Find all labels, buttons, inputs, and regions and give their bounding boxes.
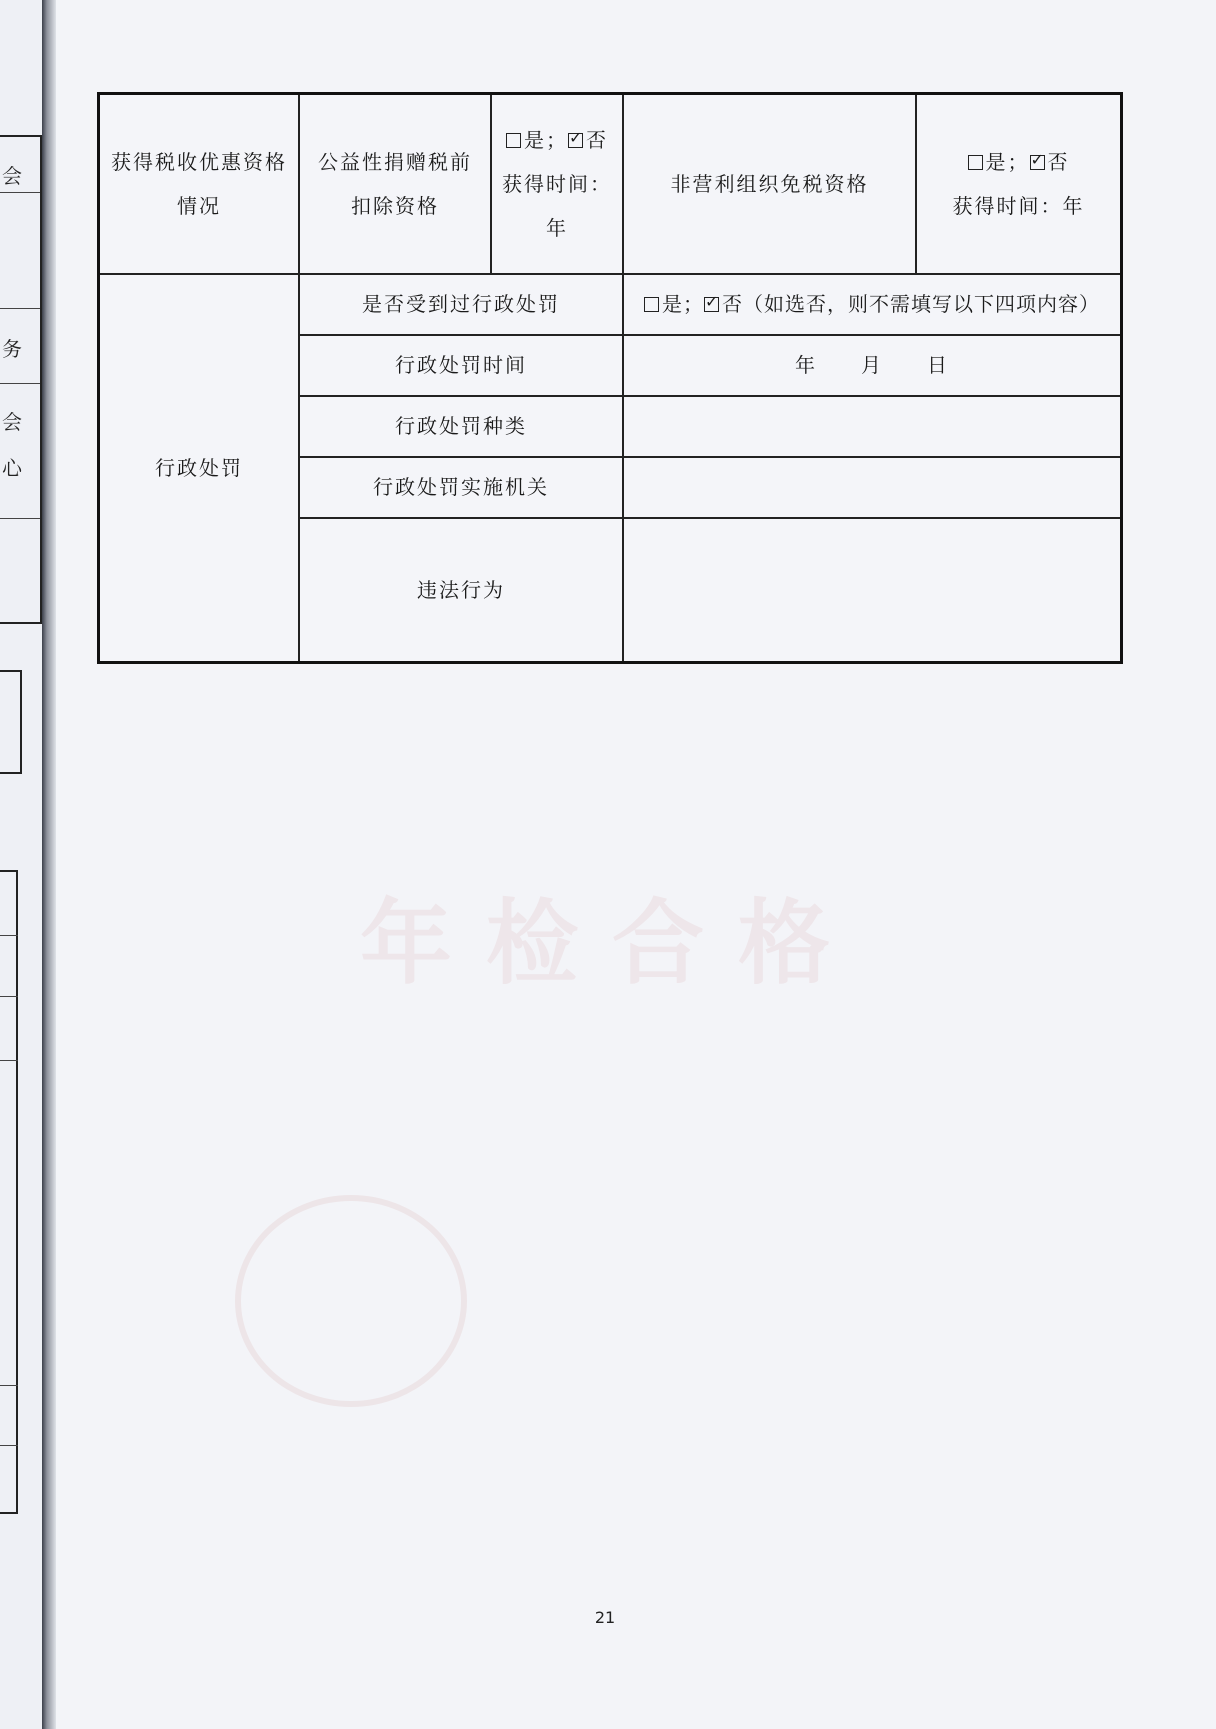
penalty-time-label: 行政处罚时间 — [395, 353, 527, 377]
no-checkbox-checked[interactable] — [1030, 155, 1045, 170]
penalty-type-value[interactable] — [624, 397, 1120, 456]
donation-time-label: 获得时间： — [502, 172, 612, 196]
penalty-time-value[interactable]: 年 月 日 — [795, 353, 949, 377]
previous-page-char: 务 — [2, 337, 22, 361]
yes-checkbox[interactable] — [644, 297, 659, 312]
donation-deduction-status: 是；✓ 否 获得时间： 年 — [492, 95, 622, 273]
donation-time-value: 年 — [546, 216, 568, 240]
penalty-received-status: 是； ✓ 否（如选否，则不需填写以下四项内容） — [624, 275, 1120, 334]
nonprofit-exemption-label: 非营利组织免税资格 — [670, 171, 869, 196]
yes-checkbox[interactable] — [968, 155, 983, 170]
no-checkbox-checked[interactable] — [568, 133, 583, 148]
previous-page-edge — [0, 0, 42, 1729]
form-table — [97, 92, 1123, 664]
page-binding-shadow — [42, 0, 56, 1729]
nonprofit-exemption-status: 是；✓ 否 获得时间：年 — [917, 95, 1120, 273]
yes-checkbox[interactable] — [506, 133, 521, 148]
previous-table-fragment-3 — [0, 870, 18, 1514]
illegal-act-label: 违法行为 — [417, 577, 505, 602]
tax-preference-heading: 获得税收优惠资格 情况 — [111, 150, 287, 218]
penalty-authority-label: 行政处罚实施机关 — [373, 475, 549, 499]
previous-page-char: 心 — [2, 456, 22, 480]
inspection-stamp-watermark: 年检合格 — [360, 889, 865, 997]
donation-deduction-label: 公益性捐赠税前 扣除资格 — [318, 150, 472, 218]
illegal-act-value[interactable] — [624, 519, 1120, 661]
no-checkbox-checked[interactable] — [704, 297, 719, 312]
page-number: 21 — [594, 1608, 616, 1627]
previous-table-fragment-2 — [0, 670, 22, 774]
seal-watermark — [235, 1195, 467, 1407]
penalty-type-label: 行政处罚种类 — [395, 414, 527, 438]
penalty-authority-value[interactable] — [624, 458, 1120, 517]
previous-page-char: 会 — [2, 410, 22, 434]
administrative-penalty-heading: 行政处罚 — [155, 455, 243, 480]
previous-table-fragment-1 — [0, 135, 42, 624]
penalty-received-label: 是否受到过行政处罚 — [362, 292, 560, 316]
previous-page-char: 会 — [2, 164, 22, 188]
nonprofit-time-label: 获得时间：年 — [952, 194, 1085, 218]
